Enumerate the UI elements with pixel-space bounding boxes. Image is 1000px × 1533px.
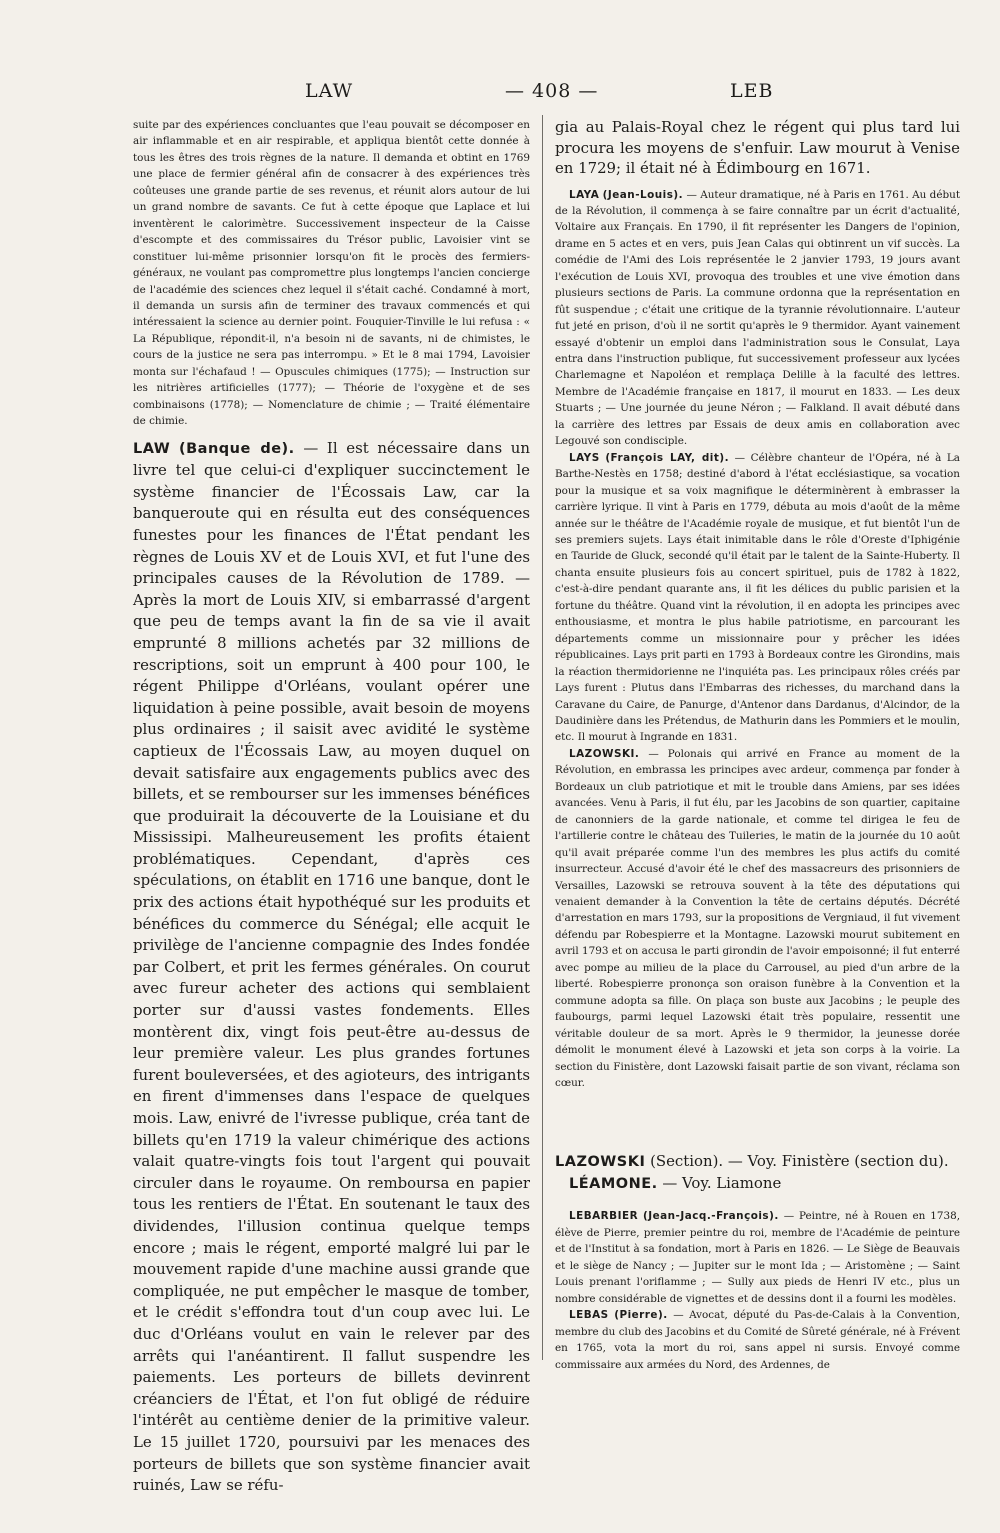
left-column — [133, 117, 530, 1497]
entry-laya — [555, 187, 960, 450]
headword-lebas: LEBAS — [569, 1309, 609, 1322]
entry-lays-text: — Célèbre chanteur de l'Opéra, né à La Barthe-Nestès en 1758; destiné d'abord à l'état ecclésiastique, sa vocation pour la musique et sa voix magnifique le déterminèrent à embrasser la carrière lyrique. Il vint à Paris en 1779, débuta au mois d'août de la même année sur le théâtre de l'Académie royale de musique, et fut bientôt l'un de ses premiers sujets. Lays était inimitable dans le rôle d'Oreste d'Iphigénie en Tauride de Gluck, secondé qu'il était par le talent de la Sainte-Huberty. Il chanta ensuite plusieurs fois au concert spirituel, puis de 1782 à 1822, c'est-à-dire pendant quarante ans, il fit les délices du public parisien et la fortune du théâtre. Quand vint la révolution, il en adopta les principes avec enthousiasme, et montra le plus habile patriotisme, en parcourant les départements comme un missionnaire pour y prêcher les idées républicaines. Lays prit parti en 1793 à Bordeaux contre les Girondins, mais la réaction thermidorienne ne l'inquiéta pas. Les principaux rôles créés par Lays furent : Plutus dans l'Embarras des richesses, du marchand dans la Caravane du Caire, de Panurge, d'Antenor dans Dardanus, d'Alcindor, de la Daudinière dans les Prétendus, de Mathurin dans les Pommiers et le moulin, etc. Il mourut à Ingrande en 1831. — [555, 451, 960, 744]
headword-lazowski: LAZOWSKI. — [569, 747, 640, 760]
headword-lazowski-section: LAZOWSKI — [555, 1154, 646, 1171]
entry-lays — [555, 450, 960, 746]
entry-lazowski-section-text: (Section). — Voy. Finistère (section du). — [645, 1152, 949, 1171]
headword-leamone: LÉAMONE. — [569, 1175, 658, 1192]
headword-law: LAW — [133, 440, 171, 457]
headword-laya: LAYA — [569, 188, 600, 201]
entry-lebarbier-text: — Peintre, né à Rouen en 1738, élève de Pierre, premier peintre du roi, membre de l'Académie de peinture et de l'Institut à sa fondation, mort à Paris en 1826. — Le Siège de Beauvais et le siège de Nancy ; — Jupiter sur le mont Ida ; — Aristomène ; — Saint Louis prenant l'oriflamme ; — Sully aux pieds de Henri IV etc., plus un nombre considérable de vignettes et de dessins dont il a fourni les modèles. — [555, 1210, 960, 1305]
headword-lebas-sub: (Pierre). — [614, 1309, 668, 1322]
entry-law-text: — Il est nécessaire dans un livre tel que celui-ci d'expliquer succinctement le système financier de l'Écossais Law, car la banqueroute qui en résulta eut des conséquences funestes pour les finances de l'État pendant les règnes de Louis XV et de Louis XVI, et fut l'une des principales causes de la Révolution de 1789. — Après la mort de Louis XIV, si embarrassé d'argent que peu de temps avant la fin de sa vie il avait emprunté 8 millions achetés par 32 millions de rescriptions, soit un emprunt à 400 pour 100, le régent Philippe d'Orléans, voulant opérer une liquidation à peine possible, avait besoin de moyens plus ordinaires ; il saisit avec avidité le système captieux de l'Écossais Law, au moyen duquel on devait satisfaire aux engagements publics avec des billets, et se rembourser sur les immenses bénéfices que produirait la découverte de la Louisiane et du Mississipi. Malheureusement les profits étaient problématiques. Cependant, d'après ces spéculations, on établit en 1716 une banque, dont le prix des actions était hypothéqué sur les produits et bénéfices du commerce du Sénégal; elle acquit le privilège de l'ancienne compagnie des Indes fondée par Colbert, et prit les fermes générales. On courut avec fureur acheter des actions qui semblaient porter sur d'aussi vastes fondements. Elles montèrent dix, vingt fois peut-être au-dessus de leur première valeur. Les plus grandes fortunes furent bouleversées, et des agioteurs, des intrigants en firent d'immenses dans l'espace de quelques mois. Law, enivré de l'ivresse publique, créa tant de billets qu'en 1719 la valeur chimérique des actions valait quatre-vingts fois tout l'argent qui pouvait circuler dans le royaume. On remboursa en papier tous les rentiers de l'État. En soutenant le taux des dividendes, l'illusion continua quelque temps encore ; mais le régent, emporté malgré lui par le mouvement rapide d'une machine aussi grande que compliquée, ne put empêcher le masque de tomber, et le crédit s'effondra tout d'un coup avec lui. Le duc d'Orléans voulut en vain le relever par des arrêts qui l'anéantirent. Il fallut suspendre les paiements. Les porteurs de billets devinrent créanciers de l'État, et l'on fut obligé de réduire l'intérêt au centième denier de la primitive valeur. Le 15 juillet 1720, poursuivi par les menaces des porteurs de billets que son système financier avait ruinés, Law se réfu- — [133, 438, 530, 1495]
entry-lebarbier — [555, 1208, 960, 1307]
headword-lays-sub: (François LAY, dit). — [605, 451, 730, 464]
running-head — [0, 80, 1000, 110]
headword-lays: LAYS — [569, 451, 600, 464]
entry-lebas — [555, 1307, 960, 1373]
entry-leamone — [555, 1173, 960, 1195]
column-divider — [542, 115, 543, 1360]
lavoisier-continuation: suite par des expériences concluantes que l'eau pouvait se décomposer en air inflammable et en air respirable, et appliqua bientôt cette donnée à tous les êtres des trois règnes de la nature. Il demanda et obtint en 1769 une place de fermier général afin de consacrer à des expériences très coûteuses une grande partie de ses revenus, et réunit alors autour de lui un grand nombre de savants. Ce fut à cette époque que Laplace et lui inventèrent le calorimètre. Successivement inspecteur de la Caisse d'escompte et des commissaires du Trésor public, Lavoisier vint se constituer lui-même prisonnier lorsqu'on fit le procès des fermiers-généraux, ne voulant pas compromettre plus longtemps l'ancien concierge de l'académie des sciences chez lequel il s'était caché. Condamné à mort, il demanda un sursis afin de terminer des travaux commencés et qui intéressaient la science au dernier point. Fouquier-Tinville le lui refusa : « La République, répondit-il, n'a besoin ni de savants, ni de chimistes, le cours de la justice ne sera pas interrompu. » Et le 8 mai 1794, Lavoisier monta sur l'échafaud ! — Opuscules chimiques (1775); — Instruction sur les nitrières artificielles (1777); — Théorie de l'oxygène et de ses combinaisons (1778); — Nomenclature de chimie ; — Traité élémentaire de chimie. — [133, 119, 530, 428]
header-right-word: LEB — [730, 80, 774, 102]
entry-law — [133, 438, 530, 1497]
headword-lebarbier-sub: (Jean-Jacq.-François). — [642, 1210, 779, 1223]
entry-leamone-text: — Voy. Liamone — [657, 1173, 782, 1192]
law-continuation: gia au Palais-Royal chez le régent qui plus tard lui procura les moyens de s'enfuir. Law mourut à Venise en 1729; il était né à Édimbourg en 1671. — [555, 118, 960, 177]
entry-laya-text: — Auteur dramatique, né à Paris en 1761. Au début de la Révolution, il commença à se faire connaître par un écrit d'actualité, Voltaire aux Français. En 1790, il fit représenter les Dangers de l'opinion, drame en 5 actes et en vers, puis Jean Calas qui obtinrent un vif succès. La comédie de l'Ami des Lois représentée le 2 janvier 1793, 19 jours avant l'exécution de Louis XVI, provoqua des troubles et une vive émotion dans plusieurs sections de Paris. La commune ordonna que la représentation en fût suspendue ; c'était une critique de la tyrannie révolutionnaire. L'auteur fut jeté en prison, d'où il ne sortit qu'après le 9 thermidor. Ayant vainement essayé d'obtenir un emploi dans l'administration sous le Consulat, Laya entra dans l'instruction publique, fut successivement professeur aux lycées Charlemagne et Napoléon et remplaça Delille à la faculté des lettres. Membre de l'Académie française en 1817, il mourut en 1833. — Les deux Stuarts ; — Une journée du jeune Néron ; — Falkland. Il avait débuté dans la carrière des lettres par Essais de deux amis en collaboration avec Legouvé son condisciple. — [555, 188, 960, 448]
headword-law-sub: (Banque de). — [179, 440, 295, 457]
entry-lazowski-section — [555, 1151, 960, 1173]
entry-lebas-text: — Avocat, député du Pas-de-Calais à la Convention, membre du club des Jacobins et du Comité de Sûreté générale, né à Frévent en 1765, vota la mort du roi, sans appel ni sursis. Envoyé comme commissaire aux armées du Nord, des Ardennes, de — [555, 1309, 960, 1371]
headword-lebarbier: LEBARBIER — [569, 1210, 639, 1223]
header-left-word: LAW — [305, 80, 354, 102]
page-number: — 408 — — [505, 80, 599, 102]
entry-lazowski-text: — Polonais qui arrivé en France au moment de la Révolution, en embrassa les principes avec ardeur, commença par fonder à Bordeaux un club patriotique et mit le trouble dans Amiens, par ses idées avancées. Venu à Paris, il fut élu, par les Jacobins de son quartier, capitaine de canonniers de la garde nationale, et comme tel dirigea le feu de l'artillerie contre le château des Tuileries, le matin de la journée du 10 août qu'il avait préparée comme l'un des membres les plus actifs du comité insurrecteur. Accusé d'avoir été le chef des massacreurs des prisonniers de Versailles, Lazowski se retrouva souvent à la tête des députations qui venaient demander à la Convention la tête de certains députés. Décrété d'arrestation en mars 1793, sur la propositions de Vergniaud, il fut vivement défendu par Robespierre et la Montagne. Lazowski mourut subitement en avril 1793 et on accusa le parti girondin de l'avoir empoisonné; il fut enterré avec pompe au milieu de la place du Carrousel, au pied d'un arbre de la liberté. Robespierre prononça son oraison funèbre à la Convention et la commune adopta sa fille. On plaça son buste aux Jacobins ; le peuple des faubourgs, parmi lequel Lazowski était très populaire, ressentit une véritable douleur de sa mort. Après le 9 thermidor, la jeunesse dorée démolit le monument élevé à Lazowski et jeta son corps à la voirie. La section du Finistère, dont Lazowski faisait partie de son vivant, réclama son cœur. — [555, 747, 960, 1089]
entry-lazowski — [555, 746, 960, 1092]
right-column — [555, 117, 960, 1373]
headword-laya-sub: (Jean-Louis). — [602, 188, 684, 201]
